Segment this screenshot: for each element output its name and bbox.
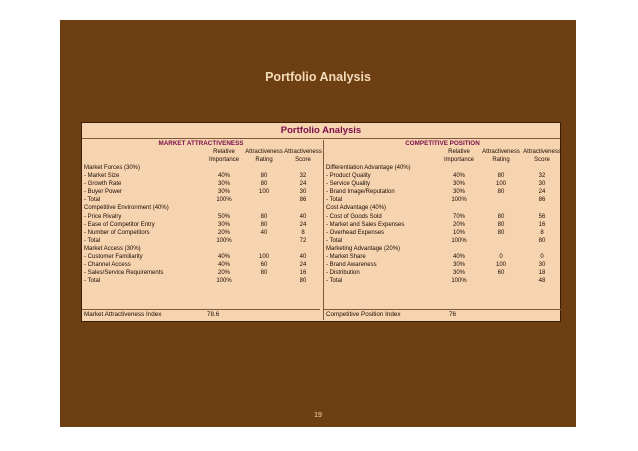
row-importance: 100% [216, 237, 232, 244]
table-row [324, 180, 561, 188]
row-importance: 100% [451, 237, 467, 244]
row-score: 16 [538, 221, 546, 228]
row-score: 86 [299, 197, 307, 204]
row-importance: 10% [452, 229, 465, 236]
row-label: - Total [326, 237, 343, 244]
row-score: 40 [299, 213, 307, 220]
row-label: Differentiation Advantage (40%) [326, 165, 411, 171]
row-label: Cost Advantage (40%) [326, 205, 387, 212]
score-header-2: Score [534, 157, 550, 163]
row-label: - Customer Familiarity [84, 254, 143, 261]
column-header-row-2 [82, 156, 320, 164]
table-row [324, 269, 561, 277]
row-score: 86 [538, 197, 546, 204]
sheet-title: Portfolio Analysis [280, 125, 362, 136]
importance-header-2: Importance [208, 157, 239, 163]
table-row [82, 172, 320, 180]
table-row [82, 213, 320, 221]
row-rating: 80 [497, 213, 505, 220]
table-row [82, 164, 320, 172]
row-label: - Market Share [326, 254, 366, 261]
row-rating: 60 [497, 270, 505, 277]
competitive-position-panel [323, 140, 561, 320]
row-score: 72 [299, 237, 307, 244]
table-row [324, 229, 561, 237]
row-label: - Total [84, 237, 101, 244]
row-label: - Total [326, 197, 343, 204]
row-score: 30 [538, 181, 546, 188]
divider [82, 138, 560, 139]
row-label: - Cost of Goods Sold [326, 213, 382, 220]
table-row [82, 229, 320, 237]
row-rating: 80 [497, 173, 505, 180]
table-row [324, 172, 561, 180]
row-score: 0 [540, 254, 544, 261]
table-row [324, 213, 561, 221]
row-label: - Growth Rate [84, 181, 122, 188]
row-rating: 60 [260, 262, 268, 269]
row-importance: 30% [452, 189, 465, 196]
row-label: - Distribution [326, 270, 360, 277]
table-row [82, 237, 320, 245]
row-score: 56 [538, 213, 546, 220]
row-rating: 80 [260, 213, 268, 220]
row-label: - Overhead Expenses [326, 229, 385, 236]
table-row [324, 277, 561, 285]
importance-header: Relative [213, 149, 235, 155]
row-label: - Channel Access [84, 262, 131, 269]
row-importance: 40% [217, 173, 230, 180]
rating-header-2: Rating [492, 157, 510, 163]
row-label: - Market and Sales Expenses [326, 221, 405, 228]
row-label: Market Forces (30%) [84, 165, 141, 171]
table-row [324, 237, 561, 245]
table-row [324, 204, 561, 212]
rating-header-2: Rating [255, 157, 273, 163]
row-importance: 30% [217, 181, 230, 188]
row-score: 8 [540, 229, 544, 236]
table-row [82, 196, 320, 204]
row-label: - Price Rivalry [84, 213, 122, 220]
table-row [324, 164, 561, 172]
row-label: Marketing Advantage (20%) [326, 245, 401, 252]
row-score: 48 [538, 278, 546, 285]
table-row [82, 277, 320, 285]
row-score: 80 [299, 278, 307, 285]
market-rows [82, 148, 320, 285]
competitive-index-value: 76 [449, 311, 457, 318]
row-importance: 50% [217, 213, 230, 220]
row-score: 24 [538, 189, 546, 196]
row-label: - Sales/Service Requirements [84, 270, 164, 277]
row-score: 16 [299, 270, 307, 277]
row-label: - Buyer Power [84, 189, 123, 196]
importance-header-2: Importance [443, 157, 474, 163]
row-score: 30 [538, 262, 546, 269]
market-index-label: Market Attractiveness Index [84, 311, 162, 318]
row-score: 24 [299, 262, 307, 269]
table-row [82, 180, 320, 188]
row-rating: 100 [258, 189, 269, 196]
importance-header: Relative [448, 149, 470, 155]
table-row [82, 188, 320, 196]
competitive-index-label: Competitive Position Index [326, 311, 401, 318]
market-attractiveness-index-row [82, 309, 320, 320]
row-label: Competitive Environment (40%) [84, 205, 169, 212]
table-row [82, 261, 320, 269]
table-row [324, 188, 561, 196]
row-score: 30 [299, 189, 307, 196]
row-importance: 30% [452, 262, 465, 269]
rating-header: Attractiveness [245, 149, 283, 155]
table-row [324, 196, 561, 204]
row-rating: 40 [260, 229, 268, 236]
row-label: - Brand Image/Reputation [326, 189, 395, 196]
row-importance: 20% [217, 229, 230, 236]
table-row [82, 253, 320, 261]
market-attractiveness-panel [82, 140, 320, 320]
row-rating: 80 [260, 173, 268, 180]
row-importance: 30% [452, 181, 465, 188]
column-header-row [324, 148, 561, 156]
row-importance: 20% [217, 270, 230, 277]
table-row [82, 245, 320, 253]
row-score: 32 [299, 173, 307, 180]
row-rating: 80 [497, 189, 505, 196]
row-importance: 30% [452, 270, 465, 277]
row-label: - Market Size [84, 173, 120, 180]
row-score: 24 [299, 221, 307, 228]
portfolio-spreadsheet [81, 122, 561, 322]
row-importance: 100% [216, 197, 232, 204]
slide-title: Portfolio Analysis [265, 70, 371, 84]
row-importance: 30% [217, 189, 230, 196]
row-score: 80 [538, 237, 546, 244]
competitive-position-index-row [324, 309, 561, 320]
row-rating: 100 [495, 181, 506, 188]
column-header-row [82, 148, 320, 156]
competitive-rows [324, 148, 561, 285]
row-importance: 30% [217, 221, 230, 228]
row-score: 24 [299, 181, 307, 188]
row-rating: 80 [497, 221, 505, 228]
score-header: Attractiveness [523, 149, 561, 155]
row-score: 40 [299, 254, 307, 261]
row-label: - Total [84, 278, 101, 285]
row-label: Market Access (30%) [84, 245, 141, 252]
table-row [324, 245, 561, 253]
row-label: - Product Quality [326, 173, 371, 180]
competitive-position-header: COMPETITIVE POSITION [405, 140, 480, 147]
row-label: - Total [84, 197, 101, 204]
row-rating: 80 [260, 270, 268, 277]
row-score: 18 [538, 270, 546, 277]
row-rating: 100 [258, 254, 269, 261]
row-label: - Number of Competitors [84, 229, 150, 236]
row-label: - Brand Awareness [326, 262, 377, 269]
market-attractiveness-header: MARKET ATTRACTIVENESS [158, 140, 244, 147]
column-header-row-2 [324, 156, 561, 164]
score-header-2: Score [295, 157, 311, 163]
row-rating: 80 [260, 221, 268, 228]
table-row [324, 261, 561, 269]
row-importance: 40% [217, 254, 230, 261]
table-row [324, 221, 561, 229]
table-row [324, 253, 561, 261]
row-importance: 40% [452, 254, 465, 261]
row-importance: 40% [452, 173, 465, 180]
row-rating: 80 [260, 181, 268, 188]
row-rating: 100 [495, 262, 506, 269]
row-importance: 100% [216, 278, 232, 285]
page-number: 19 [314, 412, 322, 419]
row-importance: 70% [452, 213, 465, 220]
slide [60, 20, 576, 427]
row-rating: 80 [497, 229, 505, 236]
row-rating: 0 [499, 254, 503, 261]
row-score: 8 [301, 229, 305, 236]
row-score: 32 [538, 173, 546, 180]
table-row [82, 221, 320, 229]
row-label: - Total [326, 278, 343, 285]
row-importance: 100% [451, 197, 467, 204]
table-row [82, 204, 320, 212]
row-label: - Service Quality [326, 181, 371, 188]
market-index-value: 78.6 [207, 311, 220, 318]
rating-header: Attractiveness [482, 149, 520, 155]
row-importance: 40% [217, 262, 230, 269]
row-importance: 100% [451, 278, 467, 285]
score-header: Attractiveness [284, 149, 322, 155]
row-importance: 20% [452, 221, 465, 228]
table-row [82, 269, 320, 277]
row-label: - Ease of Competitor Entry [84, 221, 155, 228]
